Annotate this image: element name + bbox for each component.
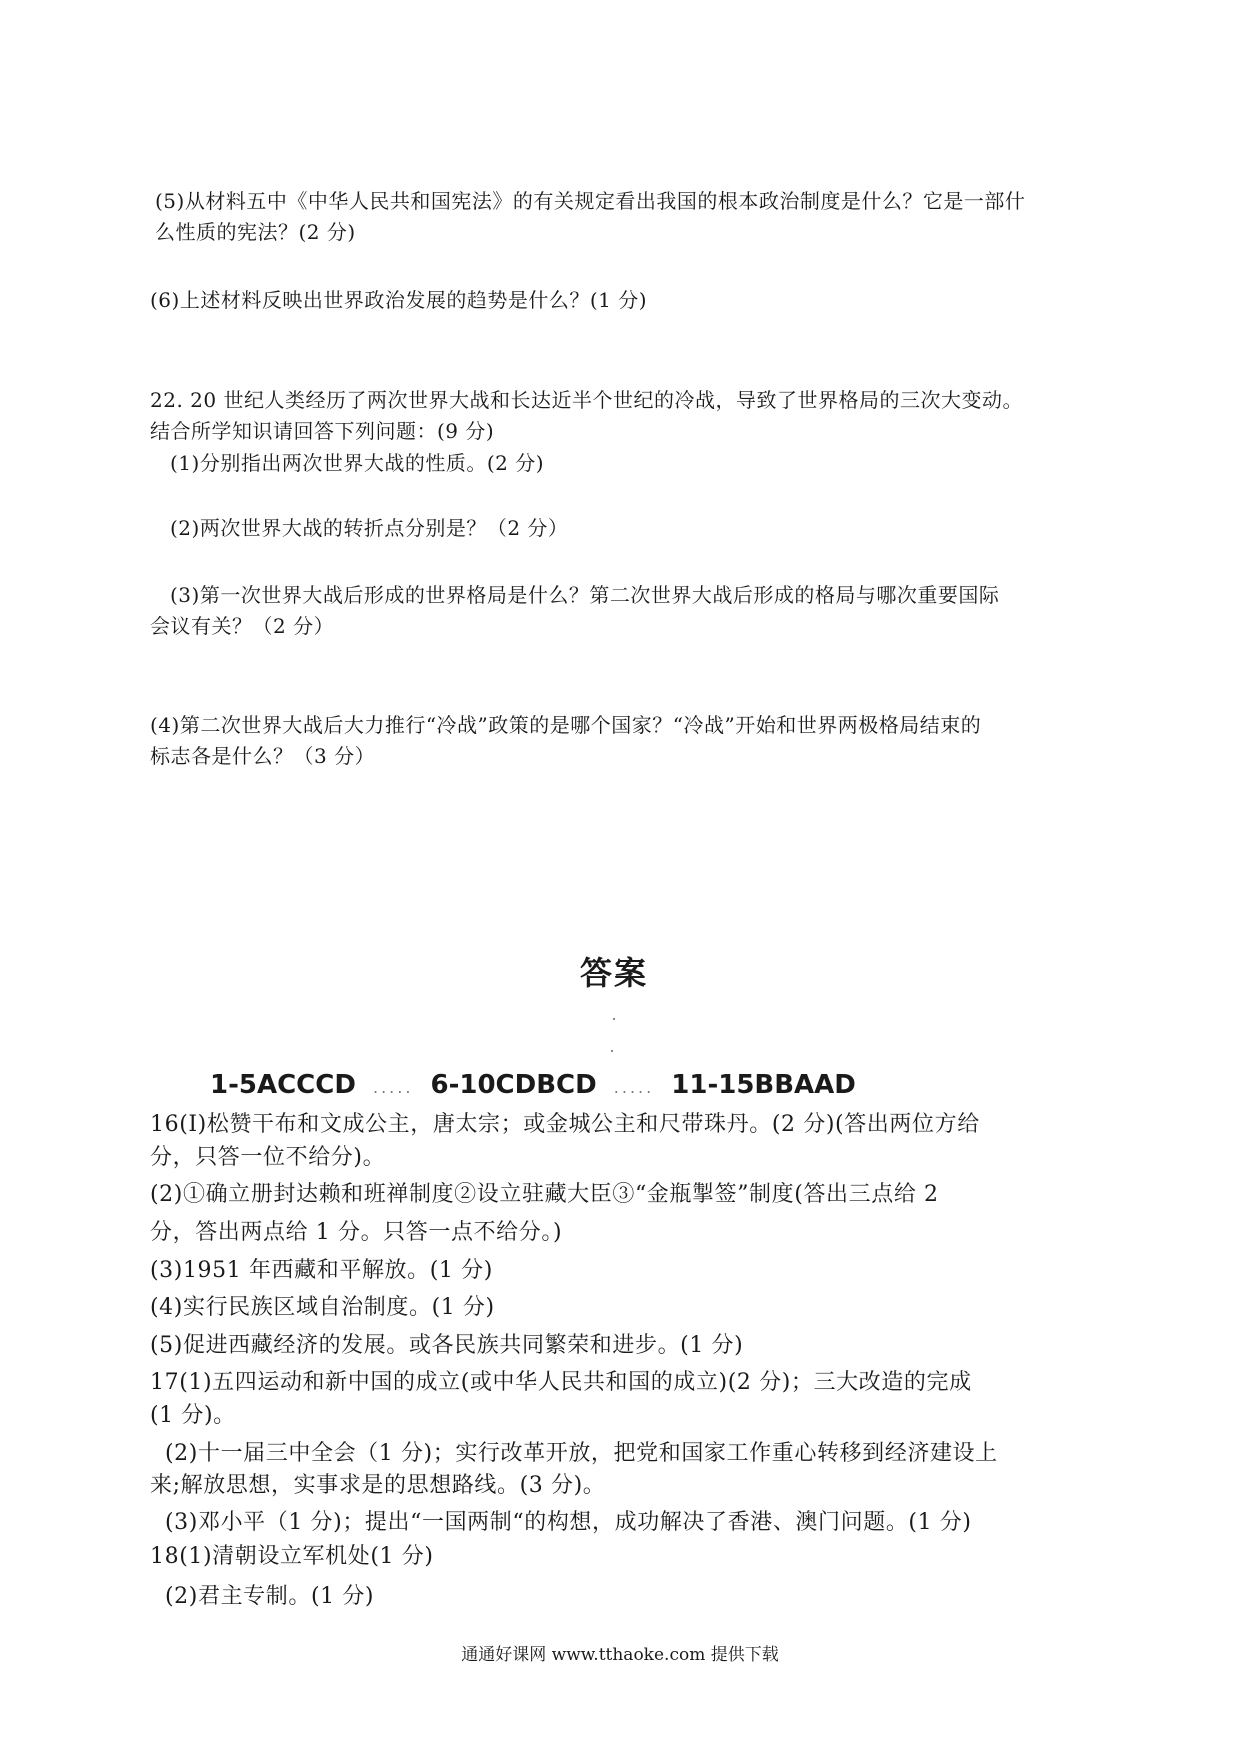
answers-heading: 答案: [580, 954, 649, 992]
answer-17-2-line2: 来;解放思想，实事求是的思想路线。(3 分)。: [150, 1473, 606, 1498]
answer-18-1: 18(1)清朝设立军机处(1 分): [150, 1544, 434, 1569]
question-21-5-line2: 么性质的宪法？(2 分): [155, 220, 356, 244]
choice-separator: .....: [372, 1078, 414, 1097]
question-22-3-line1: (3)第一次世界大战后形成的世界格局是什么？第二次世界大战后形成的格局与哪次重要国际: [170, 583, 1000, 607]
answer-16-5: (5)促进西藏经济的发展。或各民族共同繁荣和进步。(1 分): [150, 1333, 744, 1358]
answer-17-3: (3)邓小平（1 分)；提出“一国两制“的构想，成功解决了香港、澳门问题。(1 分): [165, 1510, 972, 1535]
answer-16-3: (3)1951 年西藏和平解放。(1 分): [150, 1258, 493, 1283]
question-22-4-line1: (4)第二次世界大战后大力推行“冷战”政策的是哪个国家？“冷战”开始和世界两极格局结束的: [150, 713, 982, 737]
choice-answers-line: [210, 1070, 856, 1100]
question-21-6: (6)上述材料反映出世界政治发展的趋势是什么？(1 分): [150, 288, 648, 312]
answer-17-2-line1: (2)十一届三中全会（1 分)；实行改革开放，把党和国家工作重心转移到经济建设上: [165, 1441, 998, 1466]
page-footer: 通通好课网 www.tthaoke.com 提供下载: [461, 1645, 779, 1665]
answer-16-2-line2: 分，答出两点给 1 分。只答一点不给分。): [150, 1220, 563, 1245]
question-22-stem-line2: 结合所学知识请回答下列问题：(9 分): [150, 419, 495, 443]
answer-17-1-line2: (1 分)。: [150, 1403, 236, 1428]
question-22-1: (1)分别指出两次世界大战的性质。(2 分): [170, 451, 545, 475]
answer-16-1-line2: 分，只答一位不给分)。: [150, 1145, 386, 1170]
question-22-stem-line1: 22. 20 世纪人类经历了两次世界大战和长达近半个世纪的冷战，导致了世界格局的三次大变动。: [150, 388, 1023, 412]
choice-group-1: 1-5ACCCD: [210, 1070, 356, 1100]
choice-group-3: 11-15BBAAD: [671, 1070, 856, 1100]
answer-16-4: (4)实行民族区域自治制度。(1 分): [150, 1295, 495, 1320]
scan-speck: [611, 1050, 613, 1052]
question-22-3-line2: 会议有关？（2 分）: [150, 614, 335, 638]
choice-separator: .....: [613, 1078, 655, 1097]
scan-speck: [613, 1018, 615, 1020]
question-21-5-line1: (5)从材料五中《中华人民共和国宪法》的有关规定看出我国的根本政治制度是什么？它是一部什: [155, 189, 1026, 213]
answer-16-2-line1: (2)①确立册封达赖和班禅制度②设立驻藏大臣③“金瓶掣签”制度(答出三点给 2: [150, 1182, 939, 1207]
answer-17-1-line1: 17(1)五四运动和新中国的成立(或中华人民共和国的成立)(2 分)；三大改造的完成: [150, 1370, 972, 1395]
question-22-2: (2)两次世界大战的转折点分别是？（2 分）: [170, 516, 569, 540]
answer-16-1-line1: 16(Ⅰ)松赞干布和文成公主，唐太宗；或金城公主和尺带珠丹。(2 分)(答出两位方给: [150, 1112, 980, 1137]
answer-18-2: (2)君主专制。(1 分): [165, 1584, 375, 1609]
choice-group-2: 6-10CDBCD: [430, 1070, 597, 1100]
question-22-4-line2: 标志各是什么？（3 分）: [150, 744, 376, 768]
